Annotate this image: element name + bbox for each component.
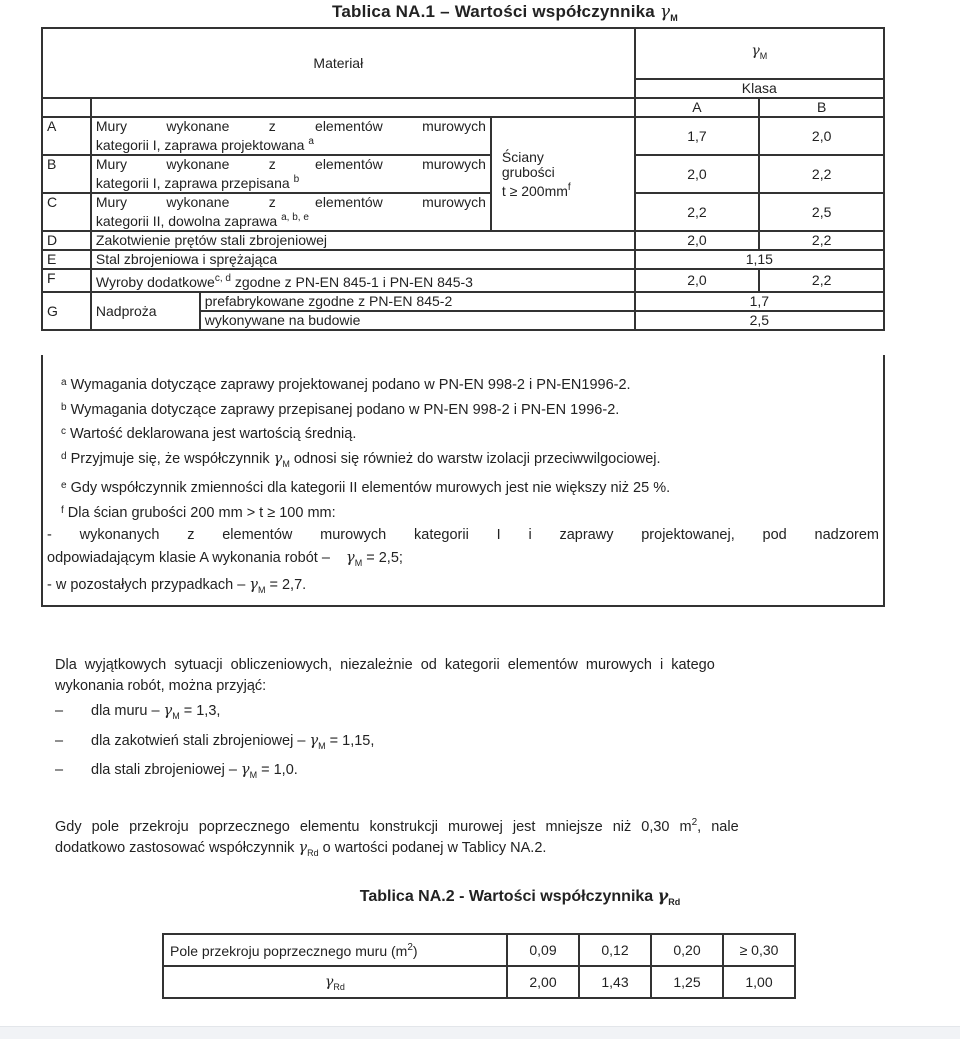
row-material: Mury wykonane z elementów murowych kategorii I, zaprawa projektowana $^a$ bbox=[91, 117, 491, 155]
class-a-value: 1,7 bbox=[635, 117, 760, 155]
row-material: Mury wykonane z elementów murowych kategorii I, zaprawa przepisana $^b$ bbox=[91, 155, 491, 193]
table2-title: Tablica NA.2 - Wartości współczynnika $\gamma_{Rd}$ bbox=[359, 886, 681, 907]
bottom-scroll-area bbox=[0, 1026, 960, 1039]
footnote: $^a$ Wymagania dotyczące zaprawy projektowanej podano w PN-EN 998-2 i PN-EN1996-2. bbox=[61, 377, 631, 393]
table-row bbox=[42, 231, 884, 250]
row-material: Nadproża bbox=[91, 292, 200, 330]
footnote-f-line: - w pozostałych przypadkach – $\gamma_M = 2,7$. bbox=[47, 577, 307, 595]
coefficients-table bbox=[41, 27, 885, 331]
footnote: $^e$ Gdy współczynnik zmienności dla kategorii II elementów murowych jest nie większy niż 25 %. bbox=[61, 480, 671, 496]
class-ab-value: 1,7 bbox=[635, 292, 884, 311]
footnote: $^f$ Dla ścian grubości 200 mm > t ≥ 100 mm: bbox=[61, 504, 336, 521]
gamma-rd-value: 1,43 bbox=[579, 966, 651, 998]
row-key: G bbox=[42, 292, 91, 330]
area-value: ≥ 0,30 bbox=[723, 934, 795, 966]
row-key: C bbox=[42, 193, 91, 231]
row-key: A bbox=[42, 117, 91, 155]
footnote: $^c$ Wartość deklarowana jest wartością średnią. bbox=[61, 426, 357, 442]
table-row bbox=[42, 250, 884, 269]
footnote-f-line: odpowiadającym klasie A wykonania robót – $\gamma_M = 2,5$; bbox=[47, 549, 403, 568]
gamma-rd-value: 1,25 bbox=[651, 966, 723, 998]
row-material: Mury wykonane z elementów murowych kategorii II, dowolna zaprawa $^{a, b, e}$ bbox=[91, 193, 491, 231]
class-a-value: 2,2 bbox=[635, 193, 760, 231]
table-row bbox=[163, 966, 795, 998]
row-material: Zakotwienie prętów stali zbrojeniowej bbox=[91, 231, 635, 250]
class-b-value: 2,0 bbox=[759, 117, 884, 155]
area-value: 0,20 bbox=[651, 934, 723, 966]
footnote: $^b$ Wymagania dotyczące zaprawy przepisanej podano w PN-EN 998-2 i PN-EN 1996-2. bbox=[61, 401, 620, 418]
class-b-header: B bbox=[759, 98, 884, 117]
row-key: E bbox=[42, 250, 91, 269]
row-key: D bbox=[42, 231, 91, 250]
paragraph-cross-section: Gdy pole przekroju poprzecznego elementu konstrukcji murowej jest mniejsze niż 0,30 $m^2$, nale dodatkowo zastosować współczynnik $\gamma_{Rd}$ o wartości podanej w Tablicy NA.2. bbox=[55, 817, 739, 858]
table1-footnotes bbox=[41, 355, 885, 607]
class-b-value: 2,2 bbox=[759, 269, 884, 292]
class-b-value: 2,2 bbox=[759, 155, 884, 193]
table-row bbox=[42, 117, 884, 155]
gamma-rd-label: $\gamma_{Rd}$ bbox=[163, 966, 507, 998]
lintel-subtype: wykonywane na budowie bbox=[200, 311, 635, 330]
row-material: Stal zbrojeniowa i sprężająca bbox=[91, 250, 635, 269]
table-row bbox=[42, 269, 884, 292]
table-row bbox=[42, 193, 884, 231]
row-material: Wyroby dodatkowe$^{c, d}$ zgodne z PN-EN 845-1 i PN-EN 845-3 bbox=[91, 269, 635, 292]
list-item: – dla zakotwień stali zbrojeniowej – $\gamma_M = 1,15$, bbox=[55, 733, 375, 751]
class-a-value: 2,0 bbox=[635, 155, 760, 193]
table-row bbox=[42, 292, 884, 311]
class-b-value: 2,5 bbox=[759, 193, 884, 231]
table1-title: Tablica NA.1 – Wartości współczynnika $\gamma_M$ bbox=[332, 2, 678, 23]
paragraph-exceptional: Dla wyjątkowych sytuacji obliczeniowych, niezależnie od kategorii elementów murowych i katego wykonania robót, można przyjąć: bbox=[55, 657, 715, 694]
area-label: Pole przekroju poprzecznego muru $(m^2)$ bbox=[163, 934, 507, 966]
area-value: 0,12 bbox=[579, 934, 651, 966]
row-key: F bbox=[42, 269, 91, 292]
class-a-header: A bbox=[635, 98, 760, 117]
klasa-header: Klasa bbox=[635, 79, 884, 98]
area-value: 0,09 bbox=[507, 934, 579, 966]
walls-thickness-label: Ściany grubości $t \ge 200mm^f$ bbox=[491, 117, 635, 231]
class-a-value: 2,0 bbox=[635, 231, 760, 250]
gamma-rd-value: 2,00 bbox=[507, 966, 579, 998]
material-header: Materiał bbox=[42, 28, 635, 98]
rd-coefficient-table bbox=[162, 933, 796, 999]
class-ab-value: 1,15 bbox=[635, 250, 884, 269]
lintel-subtype: prefabrykowane zgodne z PN-EN 845-2 bbox=[200, 292, 635, 311]
class-ab-value: 2,5 bbox=[635, 311, 884, 330]
footnote-f-line: - wykonanych z elementów murowych kategorii I i zaprawy projektowanej, pod nadzorem bbox=[47, 527, 879, 543]
list-item: – dla stali zbrojeniowej – $\gamma_M = 1,0$. bbox=[55, 762, 298, 780]
table-row bbox=[163, 934, 795, 966]
gamma-rd-value: 1,00 bbox=[723, 966, 795, 998]
table-row bbox=[42, 155, 884, 193]
list-item: – dla muru – $\gamma_M = 1,3$, bbox=[55, 703, 221, 721]
class-a-value: 2,0 bbox=[635, 269, 760, 292]
gamma-header: $\gamma_M$ bbox=[635, 28, 884, 79]
row-key: B bbox=[42, 155, 91, 193]
footnote: $^d$ Przyjmuje się, że współczynnik $\gamma_M$ odnosi się również do warstw izolacji przeciwwilgociowej. bbox=[61, 450, 661, 469]
class-b-value: 2,2 bbox=[759, 231, 884, 250]
